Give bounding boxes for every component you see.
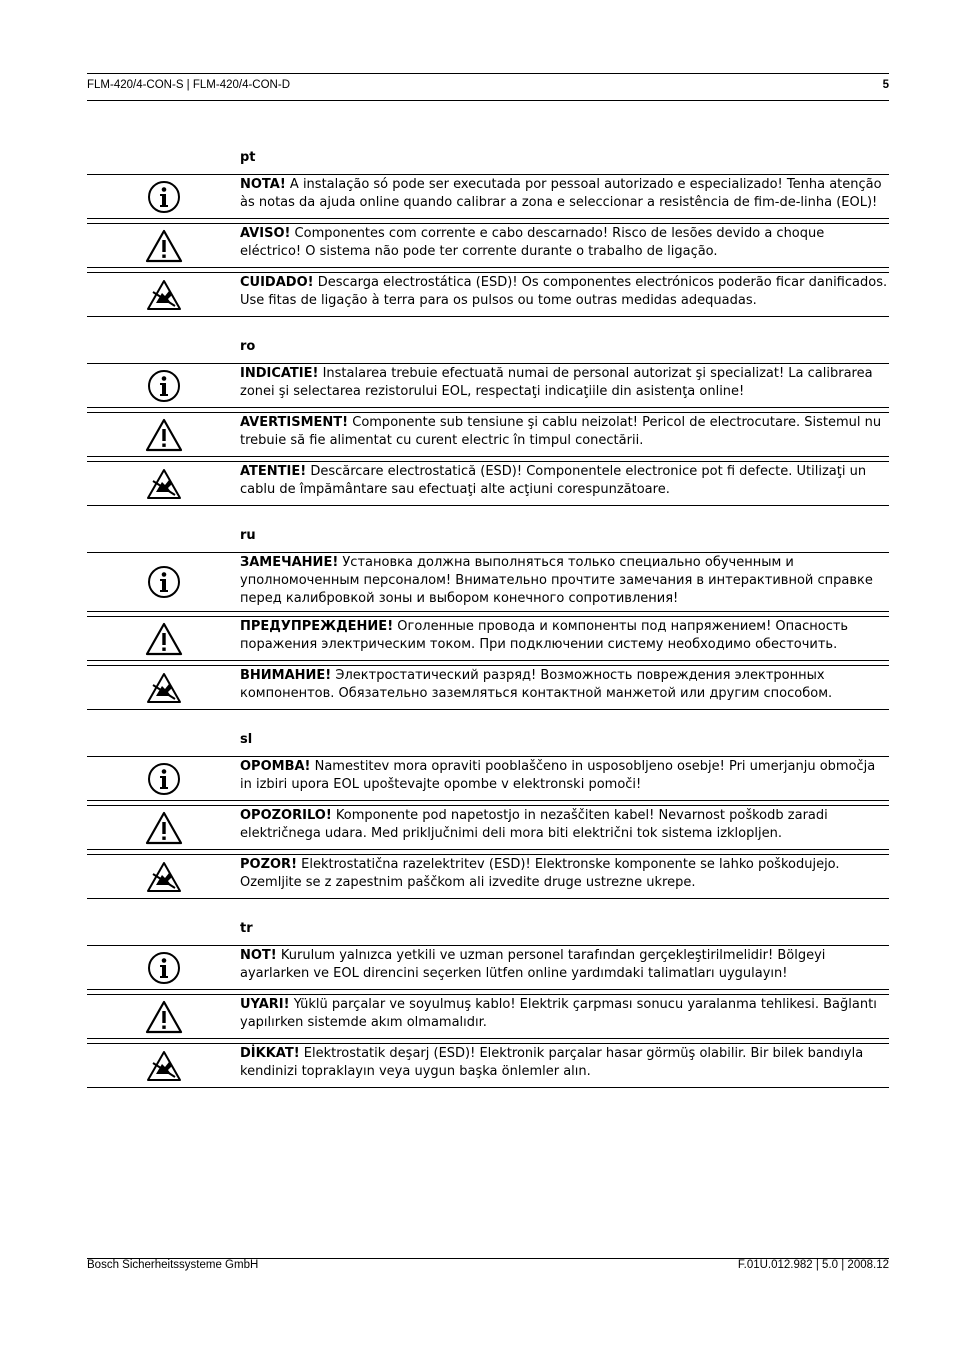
notice-label: ПРЕДУПРЕЖДЕНИЕ! xyxy=(240,619,394,634)
footer-doc-ref: F.01U.012.982 | 5.0 | 2008.12 xyxy=(737,1259,889,1271)
notice-label: OPOZORILO! xyxy=(240,808,332,823)
notice-label: INDICATIE! xyxy=(240,366,319,381)
notice-text xyxy=(240,995,889,1038)
notice-text xyxy=(240,364,889,407)
notice-body: Componentes com corrente e cabo descarnado! Risco de lesões devido a choque eléctrico! O sistema não pode ter corrente durante o trabalho de ligação. xyxy=(240,226,825,259)
notice-text xyxy=(240,462,889,505)
notice-label: POZOR! xyxy=(240,857,297,872)
section-ro xyxy=(87,339,889,506)
warning-icon xyxy=(87,995,240,1038)
section-tr xyxy=(87,921,889,1088)
language-code: tr xyxy=(240,921,253,936)
notice-label: ATENTIE! xyxy=(240,464,307,479)
warning-icon xyxy=(87,413,240,456)
section-sl xyxy=(87,732,889,899)
notice-row xyxy=(87,272,889,317)
notice-text xyxy=(240,806,889,849)
notice-text xyxy=(240,666,889,709)
notice-body: Elektrostatična razelektritev (ESD)! Elektronske komponente se lahko poškodujejo. Ozemljite se z zapestnim paščkom ali izvedite druge ustrezne ukrepe. xyxy=(240,857,840,890)
notice-text xyxy=(240,946,889,989)
warning-icon xyxy=(87,806,240,849)
esd-icon xyxy=(87,462,240,505)
notice-label: AVISO! xyxy=(240,226,291,241)
notice-body: A instalação só pode ser executada por pessoal autorizado e especializado! Tenha atenção às notas da ajuda online quando calibrar a zona e seleccionar a resistência de fim-de-linha (EOL)! xyxy=(240,177,882,210)
notice-body: Descărcare electrostatică (ESD)! Componentele electronice pot fi defecte. Utilizaţi un cablu de împământare sau efectuaţi alte acţiuni corespunzătoare. xyxy=(240,464,867,497)
esd-icon xyxy=(87,855,240,898)
esd-icon xyxy=(87,666,240,709)
notice-row xyxy=(87,363,889,408)
notice-label: ЗАМЕЧАНИЕ! xyxy=(240,555,339,570)
language-code: ro xyxy=(240,339,256,354)
warning-icon xyxy=(87,224,240,267)
notice-body: Электростатический разряд! Возможность повреждения электронных компонентов. Обязательно заземляться контактной манжетой или другим способом. xyxy=(240,668,833,701)
esd-icon xyxy=(87,273,240,316)
notice-body: Установка должна выполняться только специально обученным и уполномоченным персоналом! Внимательно прочтите замечания в интерактивной справке перед калибровкой зоны и выбором конечного сопротивления! xyxy=(240,555,873,606)
esd-icon xyxy=(87,1044,240,1087)
info-icon xyxy=(87,757,240,800)
notice-body: Namestitev mora opraviti pooblaščeno in usposobljeno osebje! Pri umerjanju območja in izbiri upora EOL upoštevajte opombe v elektronski pomoči! xyxy=(240,759,876,792)
header-top-rule xyxy=(87,73,889,74)
notice-text xyxy=(240,757,889,800)
page-number: 5 xyxy=(882,79,889,91)
notice-body: Descarga electrostática (ESD)! Os componentes electrónicos poderão ficar danificados. Use fitas de ligação à terra para os pulsos ou tome outras medidas adequadas. xyxy=(240,275,888,308)
notice-text xyxy=(240,1044,889,1087)
language-code: pt xyxy=(240,150,256,165)
notice-row xyxy=(87,994,889,1039)
notice-text xyxy=(240,273,889,316)
language-code: sl xyxy=(240,732,253,747)
section-ru xyxy=(87,528,889,710)
notice-row xyxy=(87,174,889,219)
notice-row xyxy=(87,616,889,661)
notice-text xyxy=(240,413,889,456)
notice-body: Komponente pod napetostjo in nezaščiten kabel! Nevarnost poškodb zaradi električnega udara. Med priključnimi deli mora biti električni tok sistema izklopljen. xyxy=(240,808,828,841)
notice-text xyxy=(240,553,889,611)
notice-row xyxy=(87,805,889,850)
language-code: ru xyxy=(240,528,256,543)
notice-text xyxy=(240,175,889,218)
notice-label: ВНИМАНИЕ! xyxy=(240,668,332,683)
notice-row xyxy=(87,1043,889,1088)
info-icon xyxy=(87,946,240,989)
info-icon xyxy=(87,175,240,218)
notice-label: NOT! xyxy=(240,948,277,963)
notice-text xyxy=(240,617,889,660)
notice-text xyxy=(240,224,889,267)
notice-row xyxy=(87,665,889,710)
info-icon xyxy=(87,364,240,407)
notice-label: AVERTISMENT! xyxy=(240,415,349,430)
notices-content xyxy=(87,150,889,1088)
notice-row xyxy=(87,945,889,990)
notice-body: Yüklü parçalar ve soyulmuş kablo! Elektrik çarpması sonucu yaralanma tehlikesi. Bağlantı yapılırken sistemde akım olmamalıdır. xyxy=(240,997,877,1030)
info-icon xyxy=(87,553,240,611)
notice-row xyxy=(87,552,889,612)
warning-icon xyxy=(87,617,240,660)
notice-label: CUIDADO! xyxy=(240,275,314,290)
notice-body: Componente sub tensiune şi cablu neizolat! Pericol de electrocutare. Sistemul nu trebuie să fie alimentat cu curent electric în timpul conectării. xyxy=(240,415,882,448)
section-pt xyxy=(87,150,889,317)
notice-body: Kurulum yalnızca yetkili ve uzman personel tarafından gerçekleştirilmelidir! Bölgeyi ayarlarken ve EOL direncini seçerken lütfen online yardımdaki talimatları uygulayın! xyxy=(240,948,826,981)
footer-company: Bosch Sicherheitssysteme GmbH xyxy=(87,1259,259,1271)
notice-text xyxy=(240,855,889,898)
notice-row xyxy=(87,223,889,268)
notice-label: DİKKAT! xyxy=(240,1046,300,1061)
notice-body: Elektrostatik deşarj (ESD)! Elektronik parçalar hasar görmüş olabilir. Bir bilek bandıyla kendinizi topraklayın veya uygun başka önlemler alın. xyxy=(240,1046,864,1079)
notice-label: OPOMBA! xyxy=(240,759,311,774)
header-bottom-rule xyxy=(87,100,889,101)
notice-row xyxy=(87,756,889,801)
notice-row xyxy=(87,854,889,899)
notice-row xyxy=(87,412,889,457)
notice-label: UYARI! xyxy=(240,997,290,1012)
header-title: FLM-420/4-CON-S | FLM-420/4-CON-D xyxy=(87,79,290,91)
notice-body: Instalarea trebuie efectuată numai de personal autorizat şi specializat! La calibrarea zonei şi selectarea rezistorului EOL, respectaţi indicaţiile din asistenţa online! xyxy=(240,366,873,399)
notice-body: Оголенные провода и компоненты под напряжением! Опасность поражения электрическим током. При подключении систему необходимо обесточить. xyxy=(240,619,849,652)
notice-row xyxy=(87,461,889,506)
notice-label: NOTA! xyxy=(240,177,286,192)
